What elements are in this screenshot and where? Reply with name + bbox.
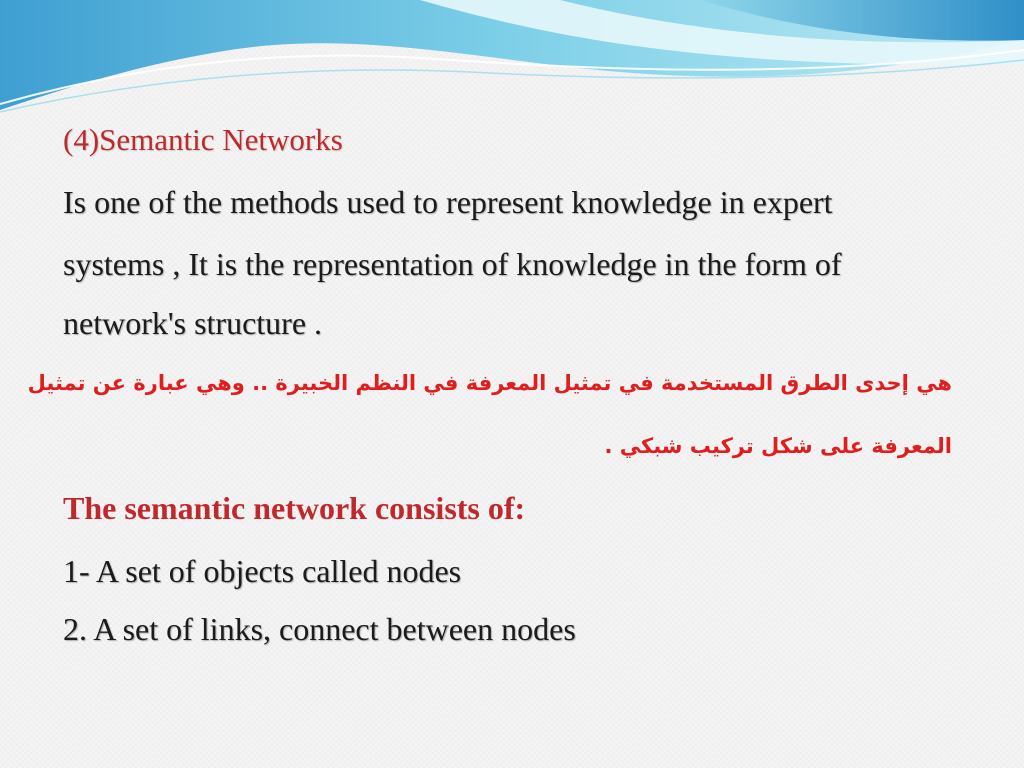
slide-title: (4)Semantic Networks — [63, 122, 343, 157]
arabic-definition-line-2: المعرفة على شكل تركيب شبكي . — [604, 434, 952, 458]
definition-line-3: network's structure . — [63, 305, 323, 341]
consists-heading: The semantic network consists of: — [63, 490, 526, 526]
list-item-nodes: 1- A set of objects called nodes — [63, 553, 462, 589]
definition-line-2: systems , It is the representation of knowledge in the form of — [63, 246, 842, 282]
definition-line-1: Is one of the methods used to represent knowledge in expert — [63, 184, 833, 220]
list-item-links: 2. A set of links, connect between nodes — [63, 611, 576, 647]
arabic-definition-line-1: هي إحدى الطرق المستخدمة في تمثيل المعرفة في النظم الخبيرة .. وهي عبارة عن تمثيل — [27, 371, 952, 395]
